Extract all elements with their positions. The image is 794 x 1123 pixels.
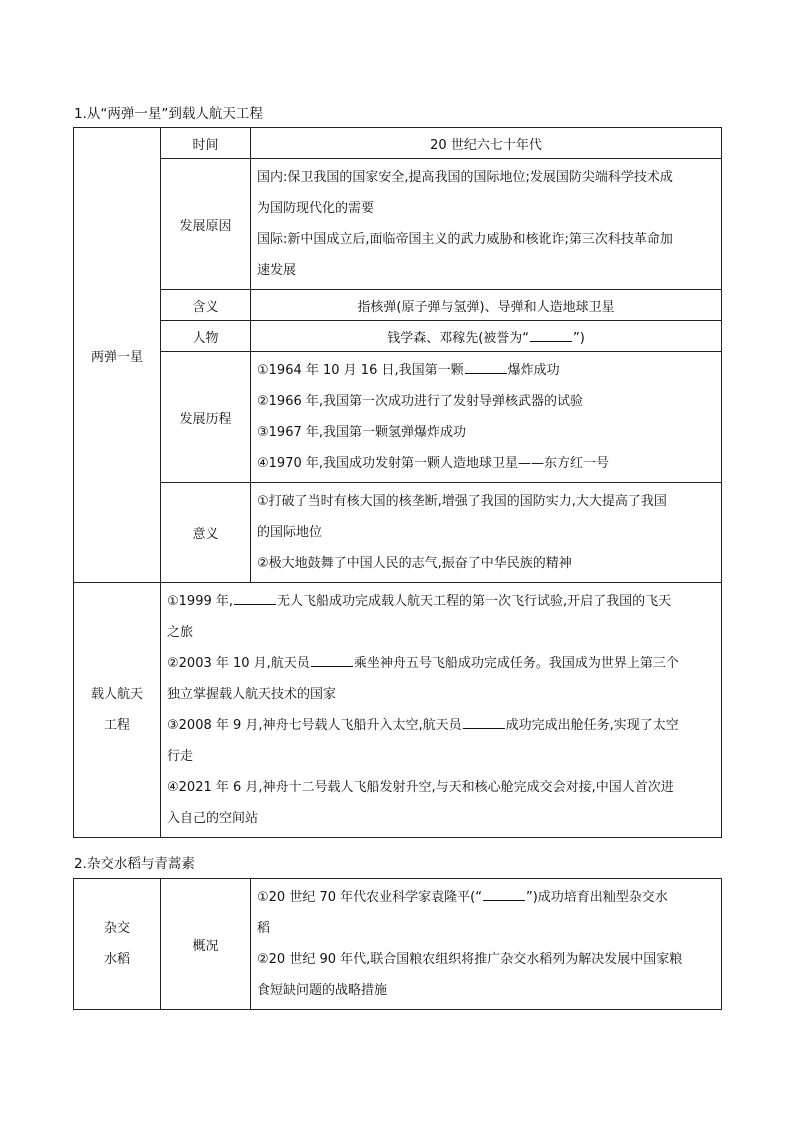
row-label-meaning: 含义 (161, 290, 251, 321)
fill-blank (234, 592, 276, 605)
section2-heading: 2.杂交水稻与青蒿素 (74, 856, 195, 872)
group-label-line: 工程 (103, 718, 130, 733)
reason-line: 国内:保卫我国的国家安全,提高我国的国际地位;发展国防尖端科学技术成 (257, 170, 673, 185)
row-value-history (251, 352, 722, 483)
people-text-before: 钱学森、邓稼先(被誉为“ (387, 330, 529, 346)
section2-table (73, 878, 722, 1010)
section1-heading: 1.从“两弹一星”到载人航天工程 (74, 106, 263, 122)
space-line (167, 710, 715, 741)
rice-line: 稻 (257, 921, 271, 936)
space-line5-after: 成功完成出舱任务,实现了太空 (505, 718, 679, 733)
rice-line: ②20 世纪 90 年代,联合国粮农组织将推广杂交水稻列为解决发展中国家粮 (257, 952, 683, 967)
row-value-reason (251, 159, 722, 290)
section1-table (73, 127, 722, 838)
rice-line: 食短缺问题的战略措施 (257, 983, 388, 998)
hybrid-rice-label (74, 879, 161, 1010)
row-value-people (251, 321, 722, 352)
fill-blank (311, 654, 353, 667)
history-line: ③1967 年,我国第一颗氢弹爆炸成功 (257, 425, 467, 440)
row-label-people: 人物 (161, 321, 251, 352)
fill-blank (530, 329, 572, 342)
space-line: 之旅 (167, 625, 194, 640)
significance-line: 的国际地位 (257, 525, 323, 540)
hybrid-rice-content (251, 879, 722, 1010)
space-line1-before: ①1999 年, (167, 594, 234, 609)
rice-line (257, 882, 715, 913)
significance-line: ②极大地鼓舞了中国人民的志气,振奋了中华民族的精神 (257, 556, 572, 571)
hybrid-rice-label-line: 水稻 (103, 952, 130, 967)
row-value-meaning: 指核弹(原子弹与氢弹)、导弹和人造地球卫星 (251, 290, 722, 321)
history-line: ②1966 年,我国第一次成功进行了发射导弹核武器的试验 (257, 394, 584, 409)
significance-line: ①打破了当时有核大国的核垄断,增强了我国的国防实力,大大提高了我国 (257, 494, 667, 509)
fill-blank (463, 716, 505, 729)
history-line1-after: 爆炸成功 (507, 363, 560, 378)
hybrid-rice-label-line: 杂交 (103, 921, 130, 936)
row-label-reason: 发展原因 (161, 159, 251, 290)
reason-line: 为国防现代化的需要 (257, 201, 375, 216)
group-label-space-program (74, 583, 161, 838)
row-label-time: 时间 (161, 128, 251, 159)
space-line (167, 648, 715, 679)
fill-blank (465, 361, 507, 374)
group-label-liangdan-yixing: 两弹一星 (74, 128, 161, 583)
group-label-line: 载人航天 (90, 687, 143, 702)
overview-label: 概况 (161, 879, 251, 1010)
space-line (167, 586, 715, 617)
row-value-time: 20 世纪六七十年代 (251, 128, 722, 159)
people-text-after: ”) (573, 330, 585, 346)
rice-line1-after: ”)成功培育出籼型杂交水 (525, 890, 668, 905)
space-line: 独立掌握载人航天技术的国家 (167, 687, 337, 702)
space-line: 入自己的空间站 (167, 811, 259, 826)
row-label-significance: 意义 (161, 483, 251, 583)
space-line: 行走 (167, 749, 194, 764)
rice-line1-before: ①20 世纪 70 年代农业科学家袁隆平(“ (257, 890, 482, 905)
space-line3-before: ②2003 年 10 月,航天员 (167, 656, 310, 671)
space-program-content (161, 583, 722, 838)
history-line: ④1970 年,我国成功发射第一颗人造地球卫星——东方红一号 (257, 456, 610, 471)
history-line (257, 355, 715, 386)
row-label-history: 发展历程 (161, 352, 251, 483)
reason-line: 速发展 (257, 263, 297, 278)
space-line1-after: 无人飞船成功完成载人航天工程的第一次飞行试验,开启了我国的飞天 (277, 594, 672, 609)
fill-blank (483, 888, 525, 901)
space-line5-before: ③2008 年 9 月,神舟七号载人飞船升入太空,航天员 (167, 718, 462, 733)
history-line1-before: ①1964 年 10 月 16 日,我国第一颗 (257, 363, 464, 378)
space-line: ④2021 年 6 月,神舟十二号载人飞船发射升空,与天和核心舱完成交会对接,中国人首次进 (167, 780, 674, 795)
row-value-significance (251, 483, 722, 583)
space-line3-after: 乘坐神舟五号飞船成功完成任务。我国成为世界上第三个 (353, 656, 679, 671)
reason-line: 国际:新中国成立后,面临帝国主义的武力威胁和核讹诈;第三次科技革命加 (257, 232, 673, 247)
